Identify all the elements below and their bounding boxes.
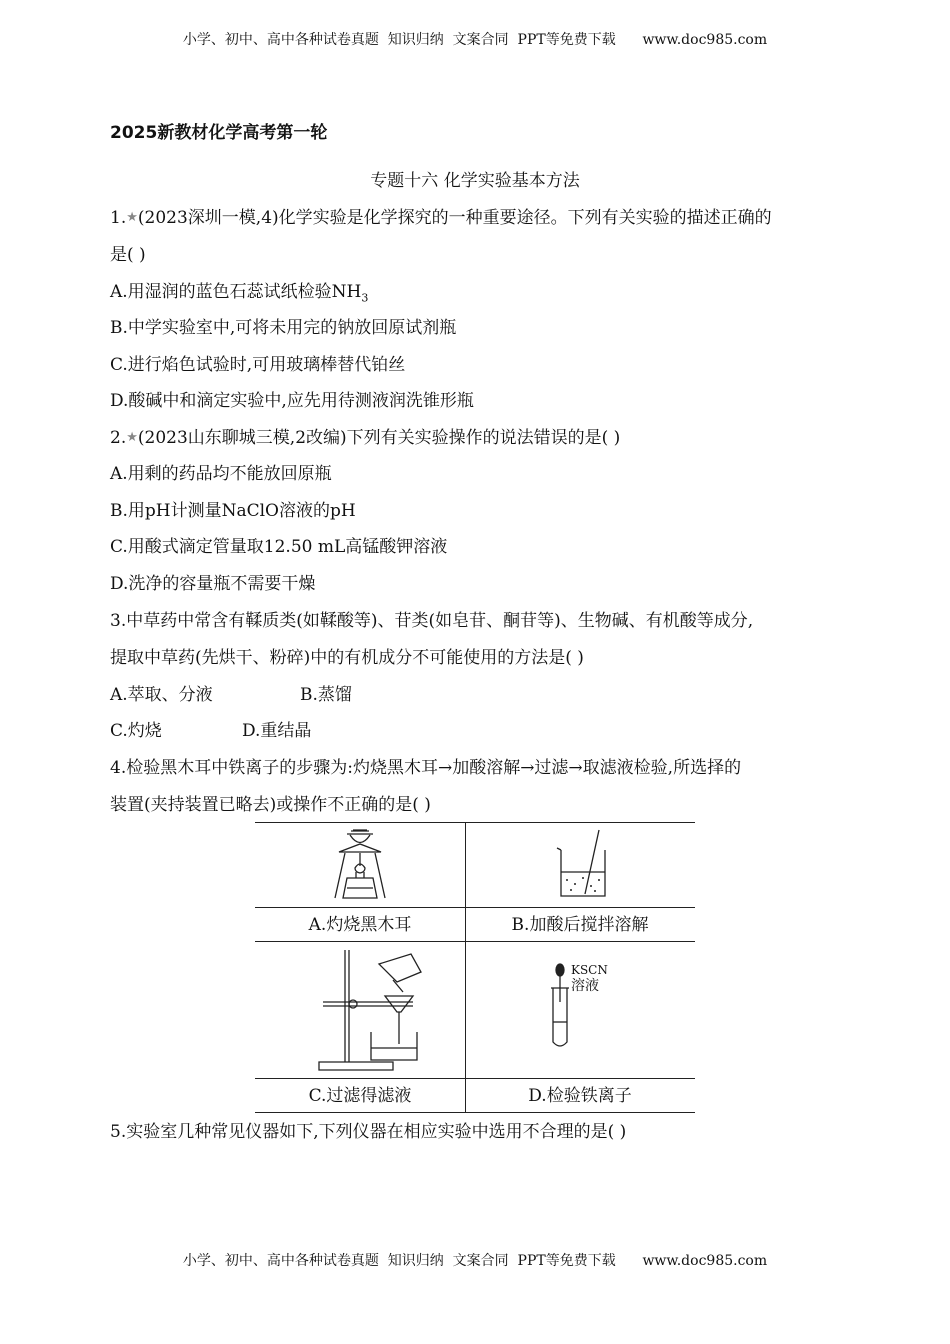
- dropper-reagent-label: KSCN 溶液: [571, 963, 608, 994]
- q2-option-b: B.用pH计测量NaClO溶液的pH: [110, 501, 356, 521]
- caption-a: A.灼烧黑木耳: [308, 915, 412, 935]
- caption-b: B.加酸后搅拌溶解: [511, 915, 649, 935]
- topic-title: 专题十六 化学实验基本方法: [370, 171, 580, 191]
- q2-option-c: C.用酸式滴定管量取12.50 mL高锰酸钾溶液: [110, 537, 448, 557]
- beaker-stirring-illustration: [555, 828, 615, 902]
- q3-stem-line1: 3.中草药中常含有鞣质类(如鞣酸等)、苷类(如皂苷、酮苷等)、生物碱、有机酸等成分,: [110, 611, 754, 631]
- star-icon: ★: [126, 210, 138, 225]
- apparatus-table: [255, 822, 695, 1113]
- q1-stem-line2: 是( ): [110, 245, 146, 265]
- filtration-apparatus-illustration: [313, 946, 428, 1074]
- q1-option-b: B.中学实验室中,可将未用完的钠放回原试剂瓶: [110, 318, 457, 338]
- q1-stem-line1: 1.★(2023深圳一模,4)化学实验是化学探究的一种重要途径。下列有关实验的描述正确的: [110, 208, 772, 228]
- q3-option-d: D.重结晶: [242, 721, 312, 741]
- q3-option-b: B.蒸馏: [300, 685, 352, 705]
- star-icon: ★: [126, 430, 138, 445]
- q2-option-d: D.洗净的容量瓶不需要干燥: [110, 574, 316, 594]
- q3-option-c: C.灼烧: [110, 721, 162, 741]
- q3-option-a: A.萃取、分液: [110, 685, 213, 705]
- q5-stem: 5.实验室几种常见仪器如下,下列仪器在相应实验中选用不合理的是( ): [110, 1122, 627, 1142]
- q4-stem-line1: 4.检验黑木耳中铁离子的步骤为:灼烧黑木耳→加酸溶解→过滤→取滤液检验,所选择的: [110, 758, 742, 778]
- q2-option-a: A.用剩的药品均不能放回原瓶: [110, 464, 332, 484]
- q2-stem: 2.★(2023山东聊城三模,2改编)下列有关实验操作的说法错误的是( ): [110, 428, 621, 448]
- document-title: 2025新教材化学高考第一轮: [110, 123, 328, 143]
- caption-d: D.检验铁离子: [528, 1086, 632, 1106]
- crucible-burning-apparatus-illustration: [325, 826, 395, 904]
- caption-c: C.过滤得滤液: [308, 1086, 412, 1106]
- q1-option-c: C.进行焰色试验时,可用玻璃棒替代铂丝: [110, 355, 406, 375]
- q4-stem-line2: 装置(夹持装置已略去)或操作不正确的是( ): [110, 795, 431, 815]
- page-footer: 小学、初中、高中各种试卷真题 知识归纳 文案合同 PPT等免费下载 www.doc985.com: [182, 1253, 768, 1269]
- q1-option-d: D.酸碱中和滴定实验中,应先用待测液润洗锥形瓶: [110, 391, 474, 411]
- q1-option-a: A.用湿润的蓝色石蕊试纸检验$NH_3$: [110, 282, 369, 305]
- q3-stem-line2: 提取中草药(先烘干、粉碎)中的有机成分不可能使用的方法是( ): [110, 648, 584, 668]
- page-header: 小学、初中、高中各种试卷真题 知识归纳 文案合同 PPT等免费下载 www.doc985.com: [182, 32, 768, 48]
